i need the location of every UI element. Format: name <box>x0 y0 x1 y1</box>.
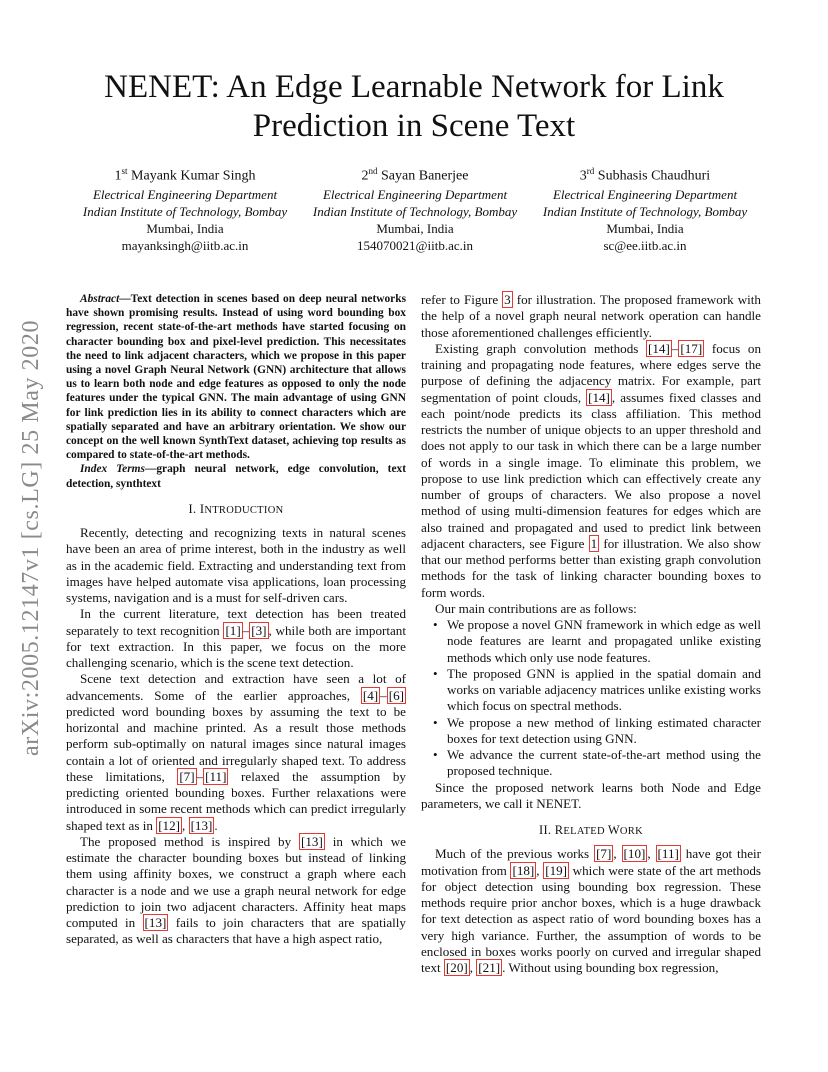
citation-link[interactable]: [7] <box>596 846 612 862</box>
author-institute: Indian Institute of Technology, Bombay <box>542 203 748 219</box>
citation-link[interactable]: [6] <box>388 687 404 703</box>
author-block <box>70 162 760 254</box>
related-work-paragraph: Much of the previous works [7] , [10] , [11] have got their motivation from [18] , [19] which were state of the art methods for object detection using bounding box regression. These methods require prior anchor boxes, which is a huge drawback for text detection as aspect ratio of word bounding boxes has a very high variance. Further, the assumption of words to be enclosed in boxes works poorly on curved and irregular shaped text [20] , [21] . Without using bounding box regression, <box>421 846 762 975</box>
author-institute: Indian Institute of Technology, Bombay <box>312 203 518 219</box>
right-paragraph-3: Our main contributions are as follows: <box>435 600 637 616</box>
citation-link[interactable]: [14] <box>648 340 670 356</box>
author-dept: Electrical Engineering Department <box>552 186 738 202</box>
intro-paragraph-3: Scene text detection and extraction have seen a lot of advancements. Some of the earlier approaches, [4] – [6] predicted word bounding boxes by assuming the text to be horizontal and machine printed. As a result those methods perform sub-optimally on natural images since natural images contain a lot of oriented and irregularly shaped text. To address these limitations, [7] – [11] relaxed the assumption by predicting oriented bounding boxes. Further relaxations were introduced in some recent methods which can predict irregularly shaped text as in [12] , [13] . <box>66 671 406 833</box>
right-paragraph-4: Since the proposed network learns both Node and Edge parameters, we call it NENET. <box>421 779 761 811</box>
author-email[interactable]: mayanksingh@iitb.ac.in <box>121 237 249 253</box>
contributions-list <box>421 617 761 780</box>
author-city: Mumbai, India <box>146 220 224 236</box>
citation-link[interactable]: [11] <box>657 846 679 862</box>
citation-link[interactable]: [7] <box>179 768 195 784</box>
author-2 <box>300 162 530 254</box>
list-item: • We propose a new method of linking estimated character boxes for text detection using GNN. <box>447 715 761 748</box>
citation-link[interactable]: [13] <box>190 817 213 833</box>
figure-link[interactable]: 3 <box>504 292 511 307</box>
author-name: 1st Mayank Kumar Singh <box>114 166 256 184</box>
arxiv-id[interactable]: arXiv:2005.12147v1 [cs.LG] 25 May 2020 <box>18 319 44 756</box>
paper-title: NENET: An Edge Learnable Network for Link Prediction in Scene Text <box>104 69 724 144</box>
citation-link[interactable]: [11] <box>205 768 227 784</box>
intro-paragraph-1: Recently, detecting and recognizing texts in natural scenes have been an area of prime interest, both in the industry as well as in the academic field. Extracting and understanding text from images have helped automate visa applications, loan processing systems, navigation and is a must for self-driven cars. <box>66 525 406 606</box>
author-city: Mumbai, India <box>376 220 454 236</box>
index-terms: Index Terms—graph neural network, edge convolution, text detection, synthtext <box>66 463 406 490</box>
citation-link[interactable]: [1] <box>225 622 241 638</box>
citation-link[interactable]: [18] <box>512 862 535 878</box>
author-name: 2nd Sayan Banerjee <box>361 166 469 184</box>
citation-link[interactable]: [14] <box>588 389 610 405</box>
author-email[interactable]: sc@ee.iitb.ac.in <box>603 237 687 253</box>
citation-link[interactable]: [4] <box>362 687 379 703</box>
citation-link[interactable]: [13] <box>301 833 323 849</box>
intro-paragraph-2: In the current literature, text detection has been treated separately to text recognition [1] – [3] , while both are important for text extraction. In this paper, we focus on the more challenging scenario, which is the scene text detection. <box>66 606 406 671</box>
list-item: • We propose a novel GNN framework in which edge as well node features are learnt and propagated unlike existing methods which only use node features. <box>447 617 761 666</box>
author-city: Mumbai, India <box>606 220 684 236</box>
author-3 <box>530 162 760 254</box>
author-name: 3rd Subhasis Chaudhuri <box>579 166 711 184</box>
right-column <box>421 292 761 976</box>
citation-link[interactable]: [3] <box>251 622 267 638</box>
intro-paragraph-4: The proposed method is inspired by [13] in which we estimate the character bounding boxes but instead of linking them using affinity boxes, we construct a graph where each character is a node and we use a graph neural network for edge prediction to join two adjacent characters. Affinity heat maps computed in [13] fails to join characters that are spatially separated, as well as characters that have a high aspect ratio, <box>66 833 406 947</box>
citation-link[interactable]: [12] <box>158 817 181 833</box>
author-dept: Electrical Engineering Department <box>92 186 278 202</box>
citation-link[interactable]: [10] <box>623 846 646 862</box>
right-paragraph-1: refer to Figure 3 for illustration. The proposed framework with the help of a novel graph neural network operation can handle those aforementioned challenges efficiently. <box>421 292 761 340</box>
author-dept: Electrical Engineering Department <box>322 186 508 202</box>
figure-link[interactable]: 1 <box>590 535 598 551</box>
citation-link[interactable]: [13] <box>144 915 167 931</box>
list-item: • The proposed GNN is applied in the spatial domain and works on variable adjacency matrices unlike existing works which focus on spectral methods. <box>447 666 761 715</box>
left-column <box>66 292 406 948</box>
citation-link[interactable]: [19] <box>545 862 568 878</box>
section-heading-related-work: II. RELATED WORK <box>538 823 643 837</box>
citation-link[interactable]: [20] <box>445 960 468 975</box>
citation-link[interactable]: [17] <box>680 340 703 356</box>
citation-link[interactable]: [21] <box>478 960 501 975</box>
right-paragraph-2: Existing graph convolution methods [14] – [17] focus on training and propagating node features, where edges serve the purpose of defining the adjacency matrix. For example, part segmentation of point clouds, [14] , assumes fixed classes and each point/node predicts its class affiliation. This method restricts the number of unique objects to an upper threshold and does not apply to our task in which there can be a large number of words in a single image. To eliminate this problem, we propose to use link prediction which can effectively create any number of groups of characters. We also propose a novel method of using multi-dimension features for edges which are also trained and propagated and used to predict link between adjacent characters, see Figure 1 for illustration. We also show that our method performs better than existing graph convolution methods for the task of linking character bounding boxes to form words. <box>421 340 761 600</box>
section-heading-introduction: I. INTRODUCTION <box>188 501 284 516</box>
author-1 <box>70 162 300 254</box>
list-item: • We advance the current state-of-the-art method using the proposed technique. <box>447 747 761 780</box>
author-email[interactable]: 154070021@iitb.ac.in <box>357 237 473 253</box>
abstract: Abstract—Text detection in scenes based on deep neural networks have shown promising results. Instead of using word bounding box regression, recent state-of-the-art methods have started focusing on character bounding box and pixel-level prediction. This necessitates the need to link adjacent characters, which we propose in this paper using a novel Graph Neural Network (GNN) architecture that allows us to learn both node and edge features as opposed to only the node features under the typical GNN. The main advantage of using GNN for link prediction lies in its ability to connect characters which are spatially separated and have an arbitrary orientation. We show our concept on the well known SynthText dataset, achieving top results as compared to state-of-the-art methods. <box>66 293 406 462</box>
arxiv-stamp <box>14 262 54 762</box>
author-institute: Indian Institute of Technology, Bombay <box>82 203 288 219</box>
